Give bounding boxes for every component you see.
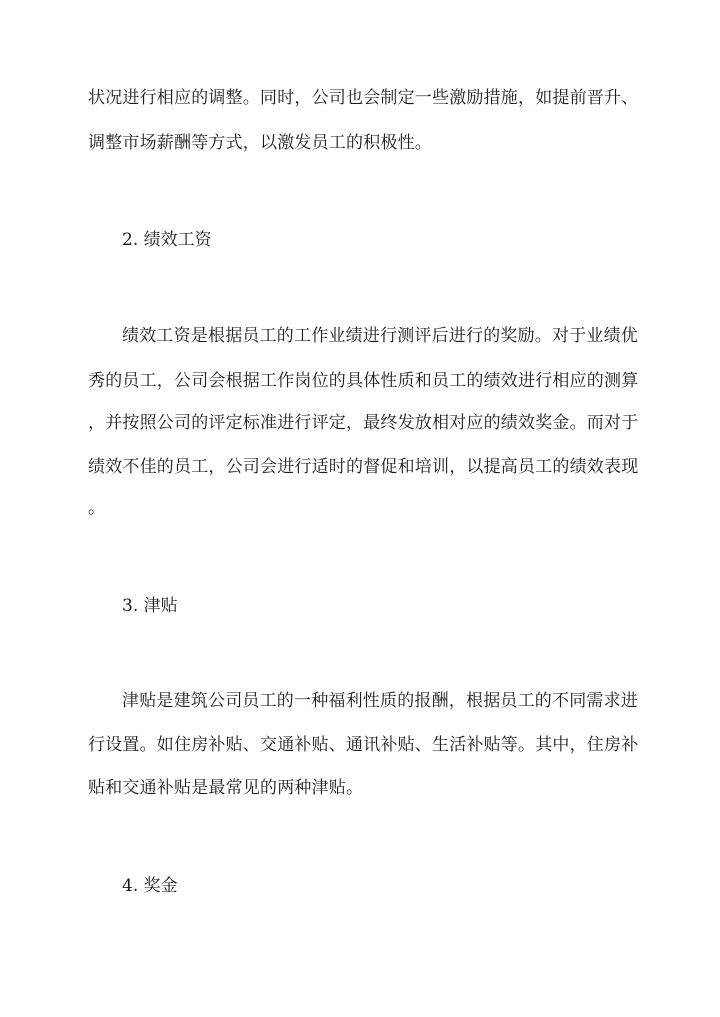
paragraph-line: ，并按照公司的评定标准进行评定，最终发放相对应的绩效奖金。而对于 [88,413,639,433]
section-heading-allowance: 3. 津贴 [122,596,178,616]
section-heading-performance-pay: 2. 绩效工资 [122,230,212,250]
paragraph-line: 贴和交通补贴是最常见的两种津贴。 [88,778,364,798]
paragraph-line: 状况进行相应的调整。同时，公司也会制定一些激励措施，如提前晋升、 [88,88,639,108]
paragraph-line: 行设置。如住房补贴、交通补贴、通讯补贴、生活补贴等。其中，住房补 [88,735,639,755]
section-heading-bonus: 4. 奖金 [122,876,178,896]
paragraph-line: 绩效不佳的员工，公司会进行适时的督促和培训，以提高员工的绩效表现 [88,457,639,477]
paragraph-line: 。 [88,498,106,518]
paragraph-line: 调整市场薪酬等方式，以激发员工的积极性。 [88,133,432,153]
paragraph-line: 秀的员工，公司会根据工作岗位的具体性质和员工的绩效进行相应的测算 [88,371,639,391]
paragraph-line: 绩效工资是根据员工的工作业绩进行测评后进行的奖励。对于业绩优 [122,326,638,346]
paragraph-line: 津贴是建筑公司员工的一种福利性质的报酬，根据员工的不同需求进 [122,691,638,711]
